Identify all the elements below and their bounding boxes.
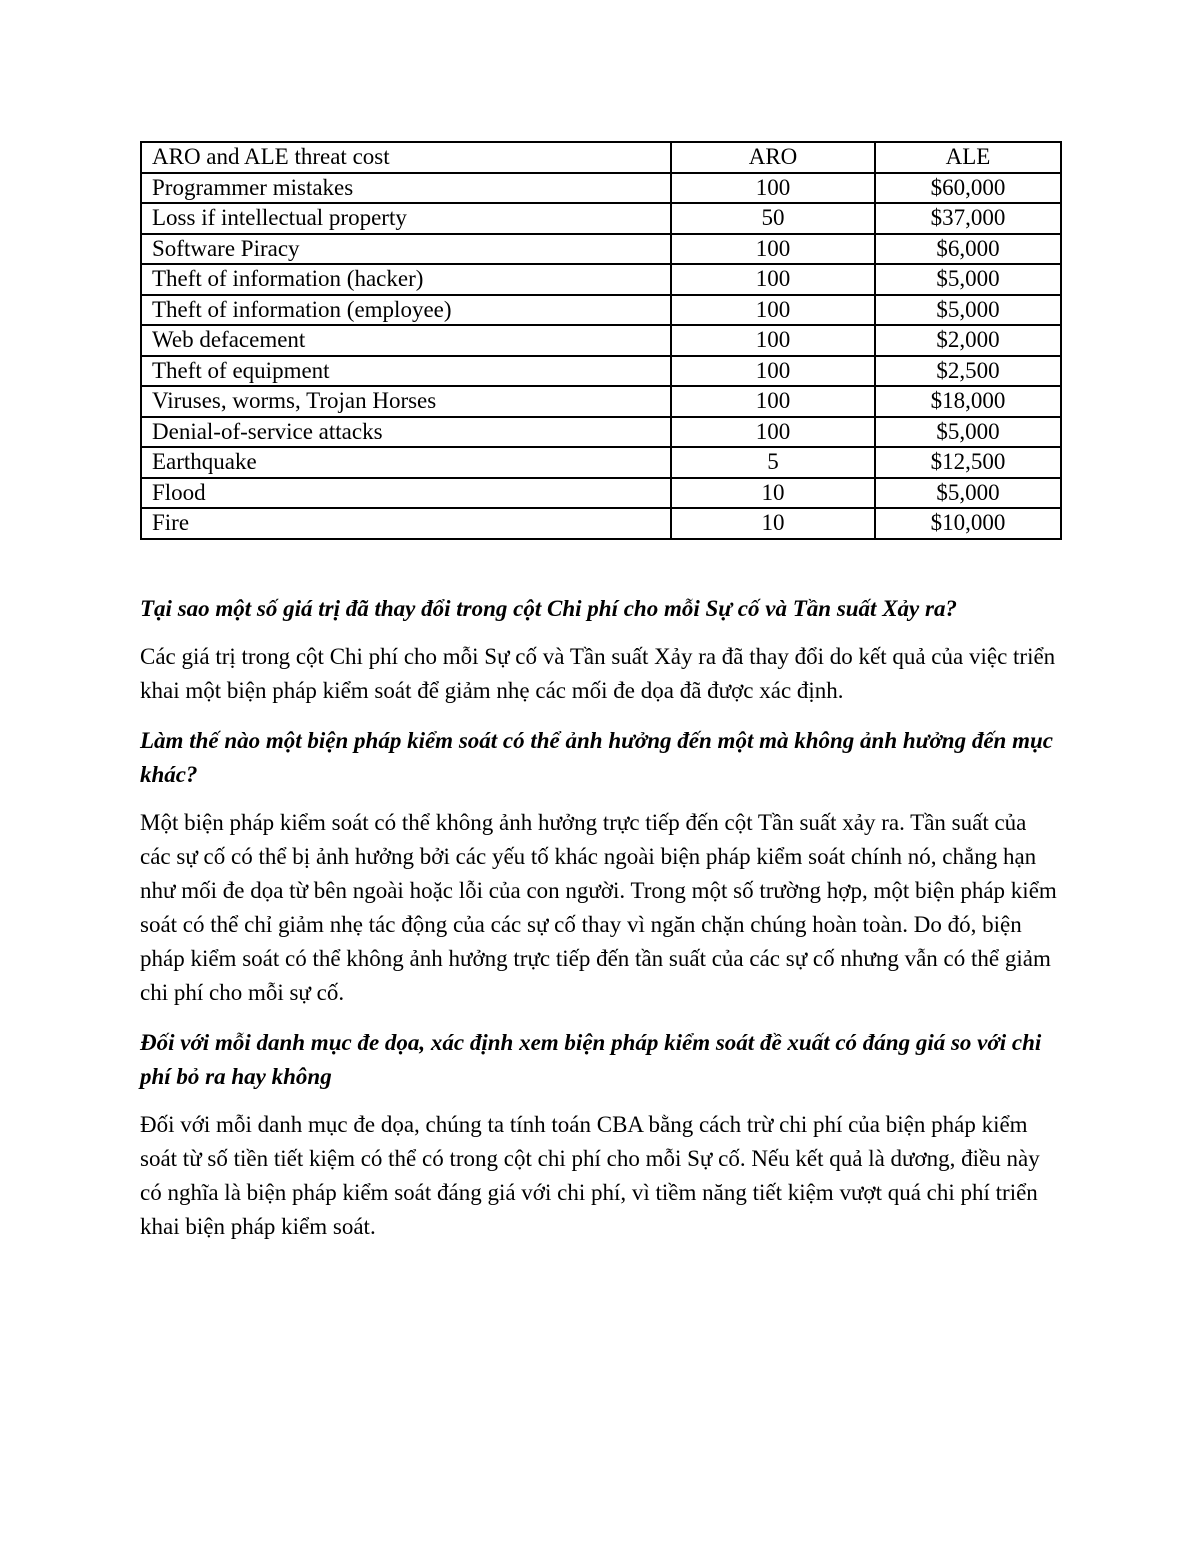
table-row (141, 325, 1061, 356)
table-row (141, 417, 1061, 448)
table-header-row (141, 142, 1061, 173)
threat-name-cell: Flood (141, 478, 671, 509)
ale-cell: $2,000 (875, 325, 1061, 356)
threat-name-cell: Web defacement (141, 325, 671, 356)
aro-cell: 10 (671, 508, 875, 539)
threat-name-cell: Viruses, worms, Trojan Horses (141, 386, 671, 417)
threat-table-body (141, 142, 1061, 539)
threat-name-cell: Theft of equipment (141, 356, 671, 387)
aro-cell: 100 (671, 264, 875, 295)
table-row (141, 173, 1061, 204)
aro-cell: 50 (671, 203, 875, 234)
question-heading: Tại sao một số giá trị đã thay đổi trong cột Chi phí cho mỗi Sự cố và Tần suất Xảy ra? (140, 595, 957, 621)
table-row (141, 203, 1061, 234)
header-aro: ARO (671, 142, 875, 173)
threat-name-cell: Denial-of-service attacks (141, 417, 671, 448)
ale-cell: $60,000 (875, 173, 1061, 204)
table-row (141, 356, 1061, 387)
ale-cell: $5,000 (875, 295, 1061, 326)
table-row (141, 447, 1061, 478)
threat-cost-table (140, 141, 1062, 540)
ale-cell: $10,000 (875, 508, 1061, 539)
threat-name-cell: Software Piracy (141, 234, 671, 265)
header-threat-cost: ARO and ALE threat cost (141, 142, 671, 173)
threat-name-cell: Programmer mistakes (141, 173, 671, 204)
document-page (140, 141, 1060, 1244)
ale-cell: $5,000 (875, 264, 1061, 295)
aro-cell: 5 (671, 447, 875, 478)
aro-cell: 100 (671, 295, 875, 326)
aro-cell: 100 (671, 386, 875, 417)
table-row (141, 386, 1061, 417)
table-row (141, 295, 1061, 326)
table-row (141, 234, 1061, 265)
threat-name-cell: Earthquake (141, 447, 671, 478)
ale-cell: $37,000 (875, 203, 1061, 234)
table-row (141, 508, 1061, 539)
header-ale: ALE (875, 142, 1061, 173)
ale-cell: $5,000 (875, 417, 1061, 448)
table-row (141, 478, 1061, 509)
aro-cell: 100 (671, 417, 875, 448)
question-heading: Làm thế nào một biện pháp kiểm soát có thể ảnh hưởng đến một mà không ảnh hưởng đến mục khác? (140, 727, 1053, 787)
ale-cell: $5,000 (875, 478, 1061, 509)
ale-cell: $6,000 (875, 234, 1061, 265)
question-heading: Đối với mỗi danh mục đe dọa, xác định xem biện pháp kiểm soát đề xuất có đáng giá so với chi phí bỏ ra hay không (140, 1029, 1042, 1089)
ale-cell: $2,500 (875, 356, 1061, 387)
threat-name-cell: Fire (141, 508, 671, 539)
aro-cell: 10 (671, 478, 875, 509)
answer-paragraph: Các giá trị trong cột Chi phí cho mỗi Sự cố và Tần suất Xảy ra đã thay đổi do kết quả của việc triển khai một biện pháp kiểm soát để giảm nhẹ các mối đe dọa đã được xác định. (140, 643, 1056, 703)
threat-name-cell: Theft of information (employee) (141, 295, 671, 326)
threat-name-cell: Theft of information (hacker) (141, 264, 671, 295)
table-row (141, 264, 1061, 295)
aro-cell: 100 (671, 234, 875, 265)
ale-cell: $18,000 (875, 386, 1061, 417)
aro-cell: 100 (671, 356, 875, 387)
aro-cell: 100 (671, 173, 875, 204)
ale-cell: $12,500 (875, 447, 1061, 478)
threat-name-cell: Loss if intellectual property (141, 203, 671, 234)
aro-cell: 100 (671, 325, 875, 356)
answer-paragraph: Một biện pháp kiểm soát có thể không ảnh hưởng trực tiếp đến cột Tần suất xảy ra. Tần suất của các sự cố có thể bị ảnh hưởng bởi các yếu tố khác ngoài biện pháp kiểm soát chính nó, chẳng hạn như mối đe dọa từ bên ngoài hoặc lỗi của con người. Trong một số trường hợp, một biện pháp kiểm soát có thể chỉ giảm nhẹ tác động của các sự cố thay vì ngăn chặn chúng hoàn toàn. Do đó, biện pháp kiểm soát có thể không ảnh hưởng trực tiếp đến tần suất của các sự cố nhưng vẫn có thể giảm chi phí cho mỗi sự cố. (140, 809, 1057, 1005)
answer-paragraph: Đối với mỗi danh mục đe dọa, chúng ta tính toán CBA bằng cách trừ chi phí của biện pháp kiểm soát từ số tiền tiết kiệm có thể có trong cột chi phí cho mỗi Sự cố. Nếu kết quả là dương, điều này có nghĩa là biện pháp kiểm soát đáng giá với chi phí, vì tiềm năng tiết kiệm vượt quá chi phí triển khai biện pháp kiểm soát. (140, 1111, 1040, 1239)
